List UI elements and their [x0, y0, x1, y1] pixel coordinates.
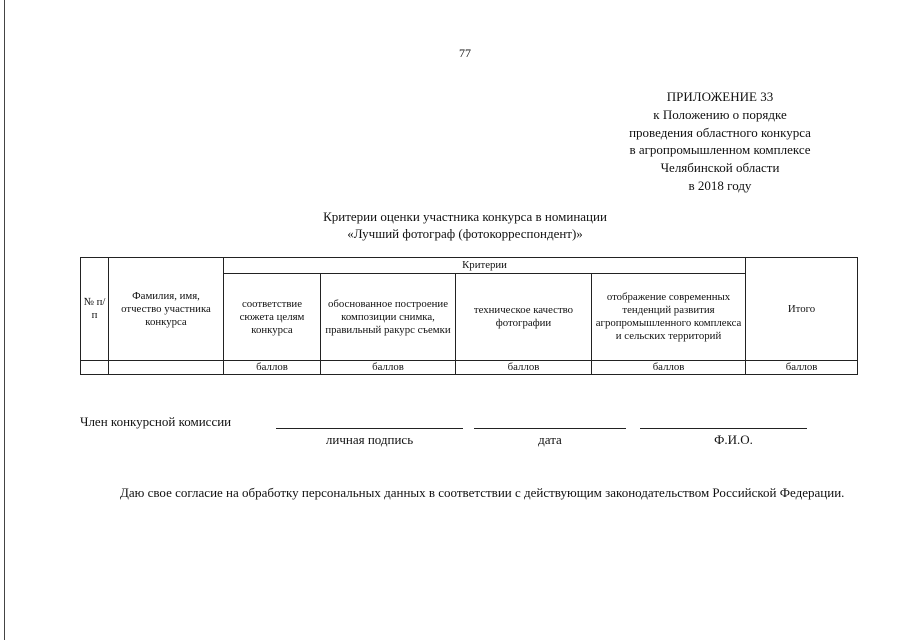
- table-row: [81, 361, 858, 375]
- consent-paragraph: Даю свое согласие на обработку персональных данных в соответствии с действующим законодательством Российской Федерации.: [120, 485, 845, 500]
- criteria-group-header: Критерии: [224, 258, 746, 274]
- criterion-header: отображение современных тенденций развития агропромышленного комплекса и сельских территорий: [592, 274, 746, 361]
- appendix-header: [590, 88, 850, 195]
- criterion-header: техническое качество фотографии: [456, 274, 592, 361]
- appendix-line: ПРИЛОЖЕНИЕ 33: [666, 89, 774, 104]
- score-unit-cell: баллов: [224, 361, 321, 375]
- column-header-number: № п/п: [81, 258, 109, 361]
- table-cell-empty: [81, 361, 109, 375]
- score-unit-cell: баллов: [746, 361, 858, 375]
- appendix-line: в 2018 году: [688, 177, 752, 193]
- table-header-row: [81, 258, 858, 274]
- score-unit-cell: баллов: [321, 361, 456, 375]
- page-number: 77: [459, 46, 471, 60]
- column-header-total: Итого: [746, 258, 858, 361]
- page-left-edge-line: [4, 0, 5, 640]
- document-title-line: «Лучший фотограф (фотокорреспондент)»: [347, 226, 583, 241]
- signature-label: Член конкурсной комиссии: [80, 414, 232, 429]
- date-caption: дата: [538, 432, 562, 447]
- date-line: [474, 428, 626, 429]
- appendix-line: в агропромышленном комплексе: [629, 142, 811, 158]
- appendix-line: проведения областного конкурса: [629, 124, 811, 140]
- document-title-line: Критерии оценки участника конкурса в номинации: [323, 209, 607, 224]
- score-unit-cell: баллов: [592, 361, 746, 375]
- appendix-line: Челябинской области: [660, 160, 780, 176]
- column-header-name: Фамилия, имя, отчество участника конкурса: [109, 258, 224, 361]
- signature-line: [276, 428, 463, 429]
- full-name-line: [640, 428, 807, 429]
- signature-caption: личная подпись: [325, 432, 414, 447]
- criterion-header: соответствие сюжета целям конкурса: [224, 274, 321, 361]
- table-cell-empty: [109, 361, 224, 375]
- criteria-table: [80, 257, 858, 375]
- appendix-line: к Положению о порядке: [653, 106, 787, 122]
- criterion-header: обоснованное построение композиции снимка, правильный ракурс съемки: [321, 274, 456, 361]
- document-title: [230, 208, 700, 242]
- full-name-caption: Ф.И.О.: [714, 432, 753, 447]
- score-unit-cell: баллов: [456, 361, 592, 375]
